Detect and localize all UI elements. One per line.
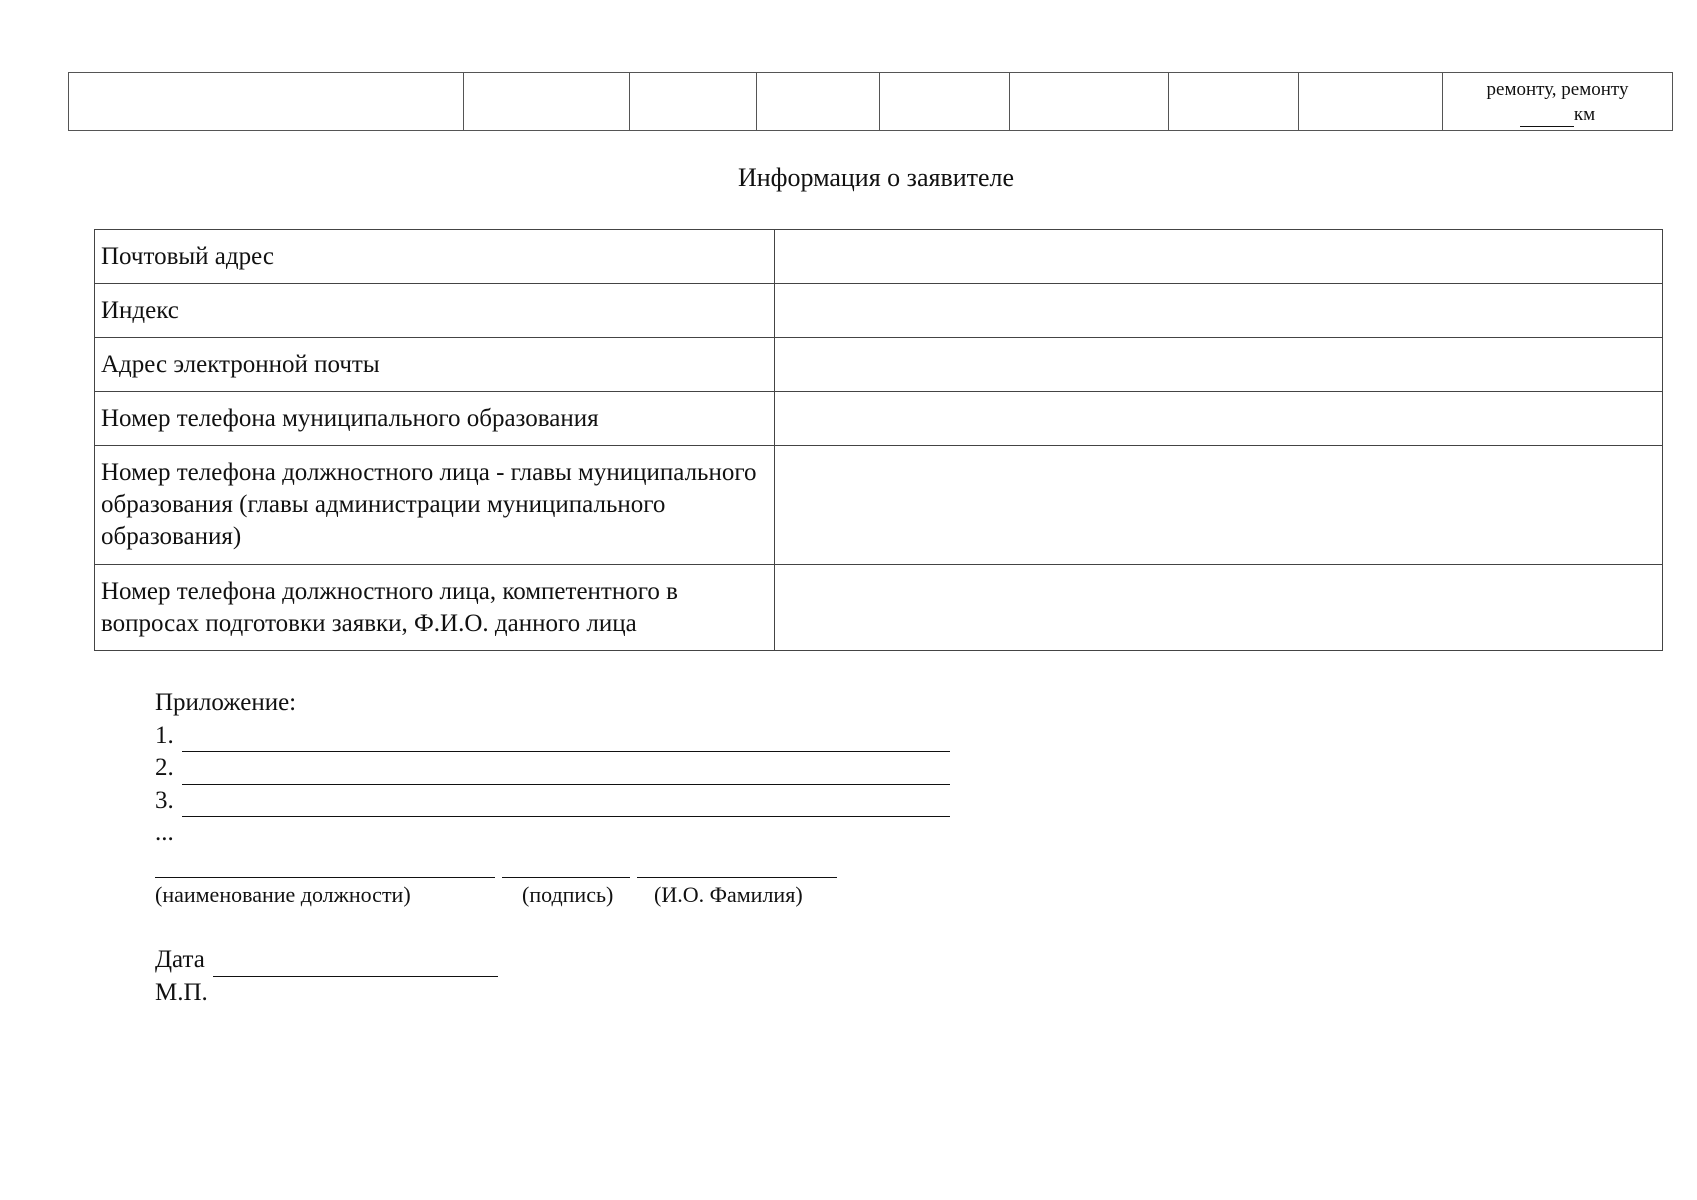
table-cell: [630, 73, 757, 131]
table-row: [95, 230, 1663, 284]
row-label: Индекс: [95, 284, 775, 338]
position-blank-line[interactable]: [155, 877, 495, 878]
signature-caption: (подпись): [522, 882, 614, 907]
attachment-blank-line[interactable]: [182, 758, 950, 785]
row-value[interactable]: [775, 338, 1663, 392]
attachment-number: 3.: [155, 786, 174, 814]
table-cell: [880, 73, 1010, 131]
date-block: [155, 944, 498, 1009]
attachment-blank-line[interactable]: [182, 790, 950, 817]
table-cell: [69, 73, 464, 131]
row-value[interactable]: [775, 230, 1663, 284]
row-value[interactable]: [775, 392, 1663, 446]
table-row: [95, 565, 1663, 651]
attachment-number: 1.: [155, 721, 174, 749]
attachment-item: [155, 752, 950, 785]
previous-table-fragment: [68, 72, 1673, 131]
row-label: Номер телефона должностного лица - главы муниципального образования (главы администрации муниципального образования): [95, 446, 775, 565]
km-blank-line: [1520, 106, 1574, 127]
row-label: Почтовый адрес: [95, 230, 775, 284]
signature-blank-line[interactable]: [502, 877, 630, 878]
table-cell: [1169, 73, 1299, 131]
row-value[interactable]: [775, 565, 1663, 651]
row-label: Номер телефона должностного лица, компетентного в вопросах подготовки заявки, Ф.И.О. данного лица: [95, 565, 775, 651]
row-value[interactable]: [775, 284, 1663, 338]
attachment-item: [155, 720, 950, 753]
name-blank-line[interactable]: [637, 877, 837, 878]
date-label: Дата: [155, 946, 205, 973]
date-blank-line[interactable]: [213, 950, 498, 977]
position-caption: (наименование должности): [155, 882, 411, 907]
table-row: [69, 73, 1673, 131]
attachment-blank-line[interactable]: [182, 725, 950, 752]
repair-km-text: ремонту, ремонту: [1486, 78, 1629, 100]
table-cell: [1299, 73, 1443, 131]
stamp-label: М.П.: [155, 978, 208, 1006]
table-row: [95, 446, 1663, 565]
km-unit: км: [1573, 103, 1596, 125]
name-caption: (И.О. Фамилия): [654, 882, 803, 907]
table-cell: [757, 73, 880, 131]
section-title: Информация о заявителе: [737, 163, 1015, 192]
table-row: [95, 392, 1663, 446]
row-label: Номер телефона муниципального образования: [95, 392, 775, 446]
attachments-heading: Приложение:: [155, 689, 297, 716]
row-value[interactable]: [775, 446, 1663, 565]
table-row: [95, 338, 1663, 392]
attachments-block: [155, 687, 950, 850]
table-row: [95, 284, 1663, 338]
repair-km-cell: [1443, 73, 1673, 131]
table-cell: [464, 73, 630, 131]
applicant-info-table: [94, 229, 1663, 651]
table-cell: [1010, 73, 1169, 131]
attachments-ellipsis: ...: [155, 819, 174, 846]
attachment-item: [155, 785, 950, 818]
attachment-number: 2.: [155, 754, 174, 781]
row-label: Адрес электронной почты: [95, 338, 775, 392]
